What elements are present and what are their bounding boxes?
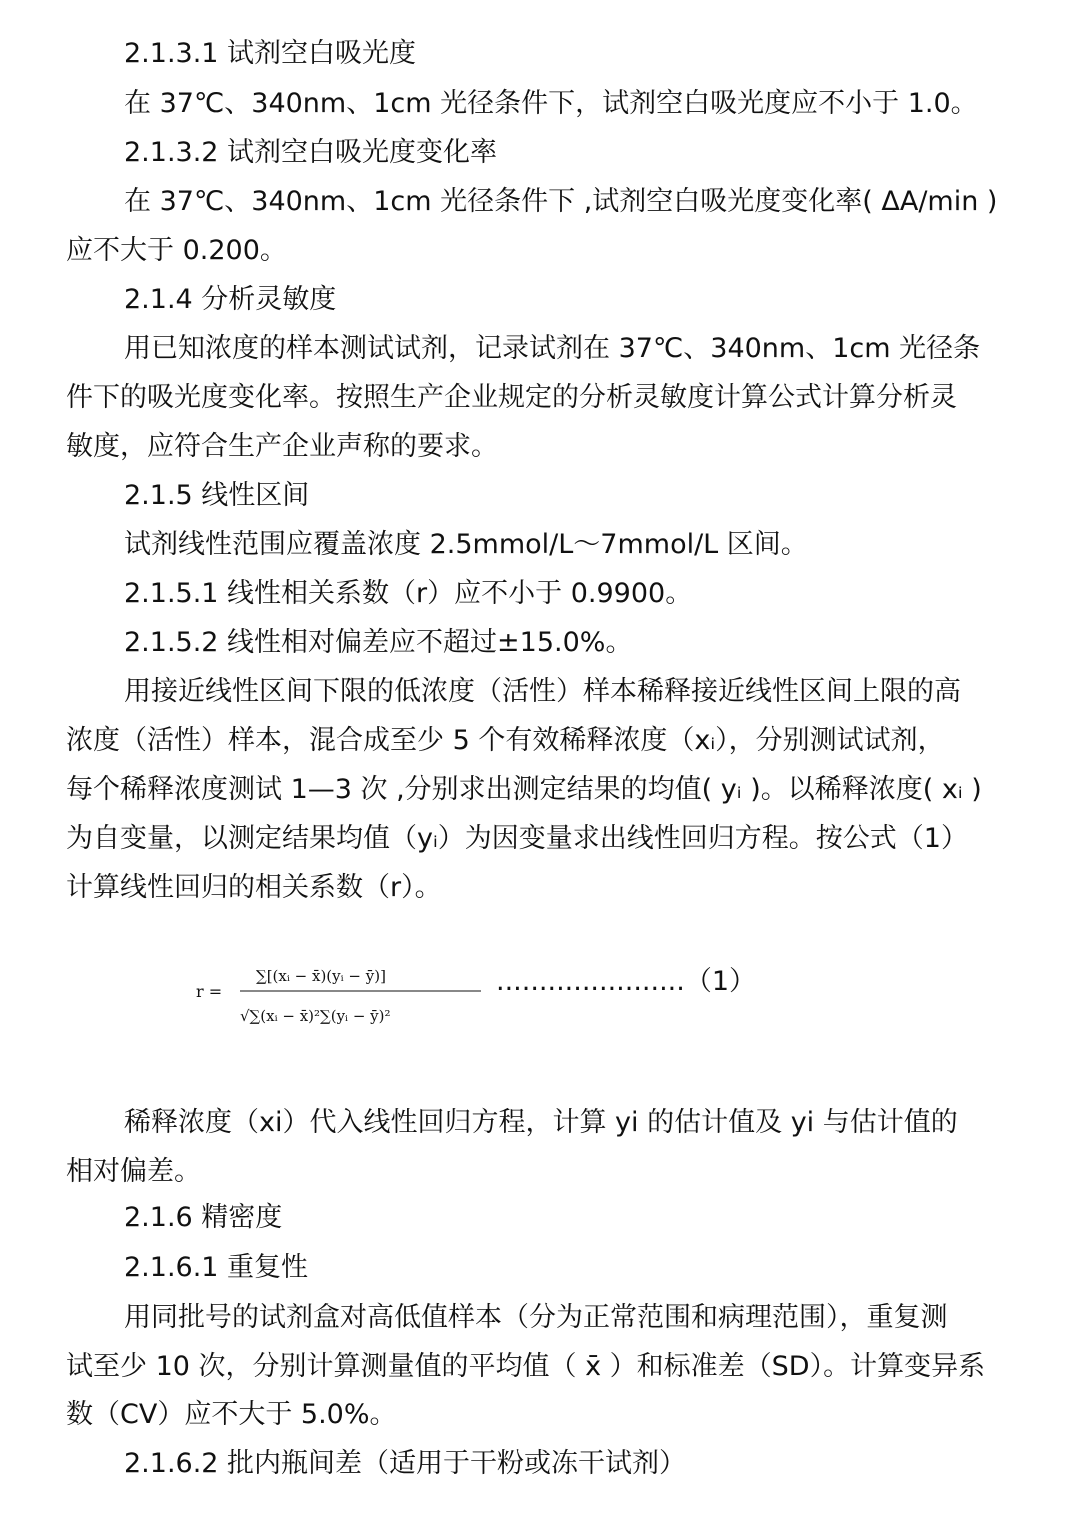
heading-2-1-3-1: 2.1.3.1 试剂空白吸光度 <box>124 38 417 69</box>
paragraph-line: 稀释浓度（xi）代入线性回归方程，计算 yi 的估计值及 yi 与估计值的 <box>124 1107 958 1138</box>
paragraph-line: 浓度（活性）样本，混合成至少 5 个有效稀释浓度（xᵢ），分别测试试剂， <box>66 725 945 756</box>
heading-2-1-4: 2.1.4 分析灵敏度 <box>124 284 337 315</box>
paragraph-line: 在 37℃、340nm、1cm 光径条件下 ,试剂空白吸光度变化率( ΔA/min ) <box>124 186 998 217</box>
formula-lhs: r = <box>196 982 223 1001</box>
paragraph-line: 用已知浓度的样本测试试剂，记录试剂在 37℃、340nm、1cm 光径条 <box>124 333 981 364</box>
paragraph-line: 用接近线性区间下限的低浓度（活性）样本稀释接近线性区间上限的高 <box>124 676 961 707</box>
paragraph-line: 数（CV）应不大于 5.0%。 <box>66 1399 397 1430</box>
heading-2-1-3-2: 2.1.3.2 试剂空白吸光度变化率 <box>124 137 498 168</box>
paragraph-line: 相对偏差。 <box>66 1156 201 1187</box>
heading-2-1-5: 2.1.5 线性区间 <box>124 480 310 511</box>
paragraph-line: 试剂线性范围应覆盖浓度 2.5mmol/L～7mmol/L 区间。 <box>124 529 808 560</box>
heading-2-1-6-1: 2.1.6.1 重复性 <box>124 1252 309 1283</box>
heading-2-1-6-2: 2.1.6.2 批内瓶间差（适用于干粉或冻干试剂） <box>124 1448 687 1479</box>
formula-denominator: √∑(xᵢ − x̄)²∑(yᵢ − ȳ)² <box>240 1007 391 1025</box>
paragraph-line: 在 37℃、340nm、1cm 光径条件下，试剂空白吸光度应不小于 1.0。 <box>124 88 978 119</box>
formula-numerator: ∑[(xᵢ − x̄)(yᵢ − ȳ)] <box>256 967 386 985</box>
heading-2-1-5-1: 2.1.5.1 线性相关系数（r）应不小于 0.9900。 <box>124 578 693 609</box>
correlation-formula <box>196 955 516 1035</box>
formula-number: ......................（1） <box>496 966 756 997</box>
heading-2-1-6: 2.1.6 精密度 <box>124 1202 283 1233</box>
paragraph-line: 敏度，应符合生产企业声称的要求。 <box>66 431 498 462</box>
paragraph-line: 件下的吸光度变化率。按照生产企业规定的分析灵敏度计算公式计算分析灵 <box>66 382 957 413</box>
paragraph-line: 为自变量，以测定结果均值（yᵢ）为因变量求出线性回归方程。按公式（1） <box>66 823 968 854</box>
paragraph-line: 试至少 10 次，分别计算测量值的平均值（ x̄ ）和标准差（SD）。计算变异系 <box>66 1351 986 1382</box>
paragraph-line: 每个稀释浓度测试 1—3 次 ,分别求出测定结果的均值( yᵢ )。以稀释浓度( xᵢ ) <box>66 774 982 805</box>
paragraph-line: 用同批号的试剂盒对高低值样本（分为正常范围和病理范围），重复测 <box>124 1302 948 1333</box>
paragraph-line: 应不大于 0.200。 <box>66 235 287 266</box>
heading-2-1-5-2: 2.1.5.2 线性相对偏差应不超过±15.0%。 <box>124 627 633 658</box>
paragraph-line: 计算线性回归的相关系数（r）。 <box>66 872 442 903</box>
formula-svg <box>196 955 516 1035</box>
